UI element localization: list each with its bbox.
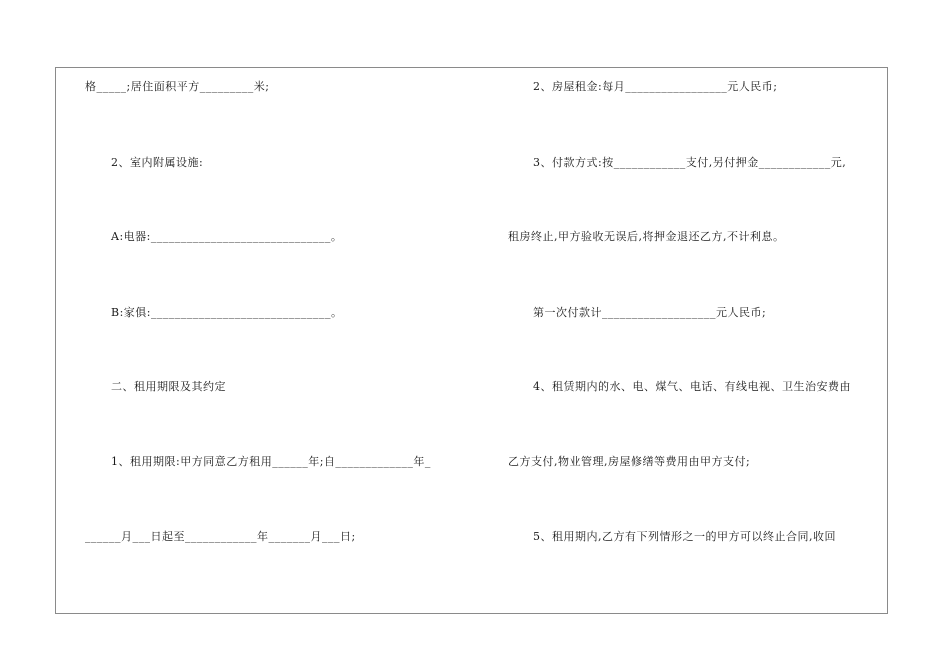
left-line-3: A:电器:______________________________。 [111,230,343,243]
left-line-4: B:家俱:______________________________。 [111,306,343,319]
right-line-4: 第一次付款计___________________元人民币; [533,306,767,319]
left-line-2: 2、室内附属设施: [111,156,204,169]
right-line-3: 租房终止,甲方验收无误后,将押金退还乙方,不计利息。 [508,230,785,243]
left-line-7: ______月___日起至____________年_______月___日; [85,530,356,543]
right-line-1: 2、房屋租金:每月_________________元人民币; [533,80,778,93]
right-line-7: 5、租用期内,乙方有下列情形之一的甲方可以终止合同,收回 [533,530,836,543]
left-line-6: 1、租用期限:甲方同意乙方租用______年;自_____________年_ [111,455,431,468]
left-line-1: 格_____;居住面积平方_________米; [85,80,270,93]
right-line-5: 4、租赁期内的水、电、煤气、电话、有线电视、卫生治安费由 [533,380,851,393]
right-line-2: 3、付款方式:按____________支付,另付押金____________元, [533,156,847,169]
left-line-5: 二、租用期限及其约定 [111,380,226,393]
right-line-6: 乙方支付,物业管理,房屋修缮等费用由甲方支付; [508,455,751,468]
